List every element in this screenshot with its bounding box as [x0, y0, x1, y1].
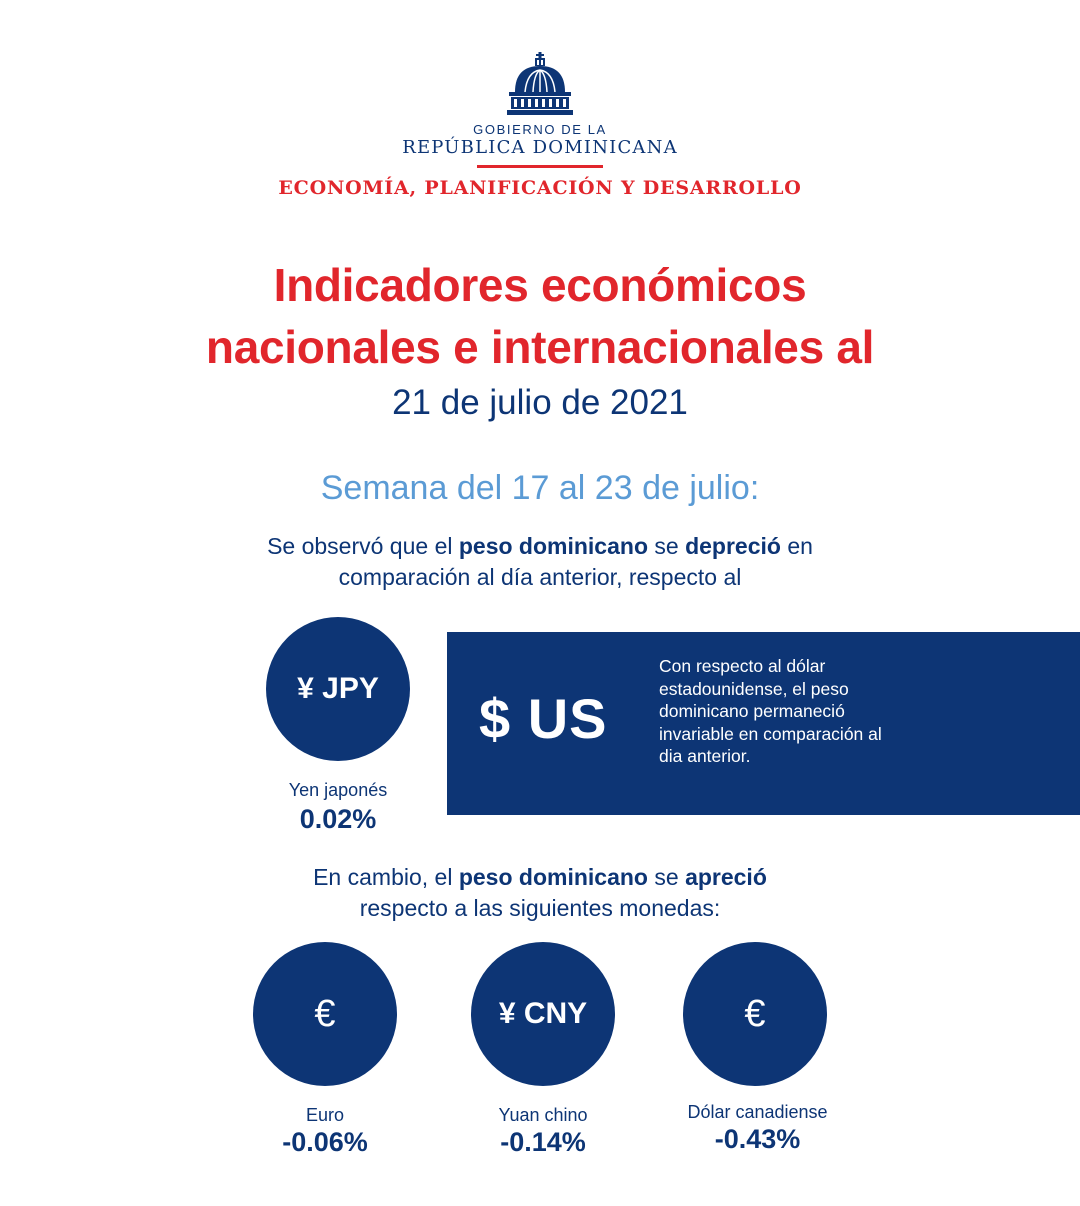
cny-change-value: -0.14% [500, 1127, 586, 1157]
page-title-line2: nacionales e internacionales al [205, 321, 875, 373]
republic-label: REPÚBLICA DOMINICANA [402, 137, 678, 158]
depreciation-paragraph [0, 531, 1080, 593]
appreciation-line2: respecto a las siguientes monedas: [359, 895, 721, 921]
cad-currency-badge: € [683, 942, 827, 1086]
report-date: 21 de julio de 2021 [392, 383, 688, 422]
depreciation-line1: Se observó que el peso dominicano se depreció en [267, 533, 813, 559]
euro-name: Euro [305, 1105, 345, 1125]
page-title-line1: Indicadores económicos [273, 259, 807, 311]
euro-change-value: -0.06% [282, 1127, 368, 1157]
usd-symbol: $ US [479, 687, 608, 750]
cad-name: Dólar canadiense [687, 1102, 828, 1122]
usd-description: Con respecto al dólar estadounidense, el peso dominicano permaneció invariable en comparación al dia anterior. [659, 656, 882, 766]
header-divider [477, 165, 603, 168]
appreciation-paragraph [0, 862, 1080, 924]
ministry-name: ECONOMÍA, PLANIFICACIÓN Y DESARROLLO [278, 177, 802, 199]
appreciation-line1: En cambio, el peso dominicano se apreció [313, 864, 767, 890]
jpy-currency-badge: ¥ JPY [266, 617, 410, 761]
cad-change-value: -0.43% [714, 1124, 801, 1154]
euro-currency-badge: € [253, 942, 397, 1086]
depreciation-line2: comparación al día anterior, respecto al [338, 564, 742, 590]
cny-currency-badge: ¥ CNY [471, 942, 615, 1086]
government-dome-logo-icon [505, 52, 575, 116]
jpy-name: Yen japonés [288, 780, 388, 800]
jpy-change-value: 0.02% [299, 804, 377, 834]
cny-name: Yuan chino [498, 1105, 588, 1125]
government-label: GOBIERNO DE LA [473, 122, 607, 137]
week-heading: Semana del 17 al 23 de julio: [320, 469, 760, 507]
